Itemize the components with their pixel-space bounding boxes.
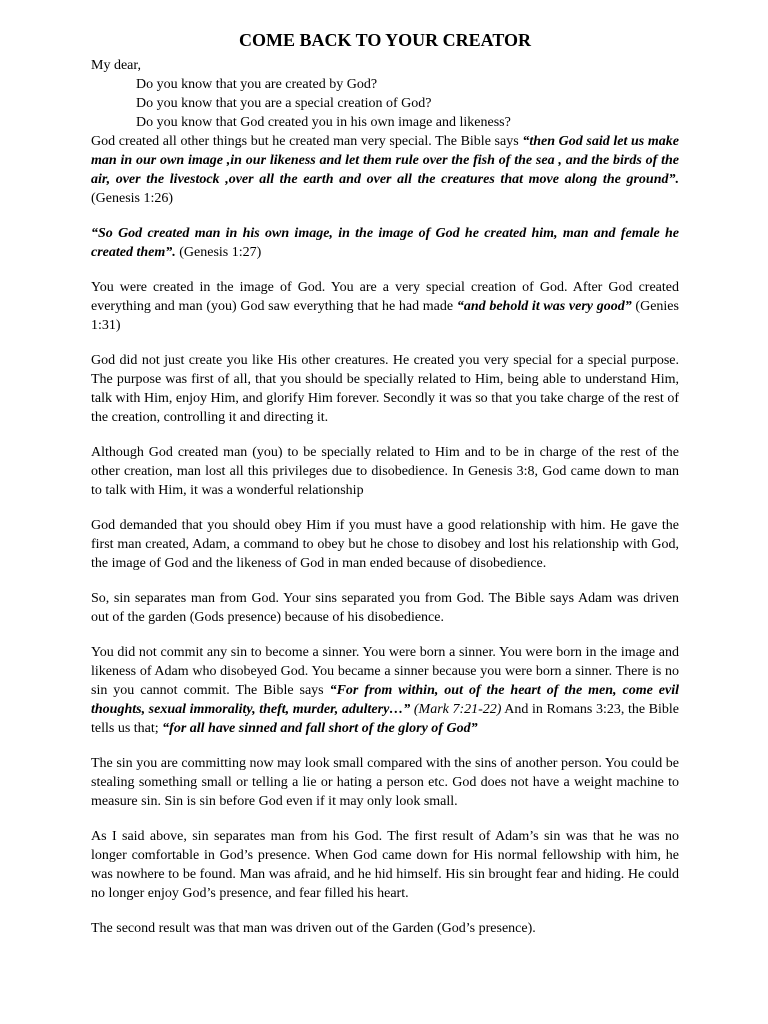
greeting: My dear,	[91, 58, 141, 73]
document-page	[91, 28, 679, 954]
scripture-reference: (Mark 7:21-22)	[410, 702, 502, 717]
scripture-quote: “for all have sinned and fall short of the glory of God”	[162, 721, 478, 736]
paragraph-text: God demanded that you should obey Him if you must have a good relationship with him. He gave the first man created, Adam, a command to obey but he chose to disobey and lost his relationship with God, the image of God and the likeness of God in man ended because of disobedience.	[91, 518, 679, 571]
paragraph-text: (Genesis 1:26)	[91, 191, 174, 206]
paragraph	[91, 516, 679, 573]
document-title: COME BACK TO YOUR CREATOR	[238, 30, 532, 50]
paragraph-text: As I said above, sin separates man from his God. The first result of Adam’s sin was that he was no longer comfortable in God’s presence. When God came down for His normal fellowship with him, he was nowhere to be found. Man was afraid, and he hid himself. His sin brought fear and hiding. He could no longer enjoy God’s presence, and fear filled his heart.	[91, 829, 679, 901]
paragraph	[91, 643, 679, 738]
paragraph-text: God created all other things but he created man very special. The Bible says	[91, 134, 523, 149]
paragraph-text: The sin you are committing now may look small compared with the sins of another person. You could be stealing something small or telling a lie or hating a person etc. God does not have a weight machine to measure sin. Sin is sin before God even if it may only look small.	[91, 756, 679, 809]
paragraph-text: Although God created man (you) to be specially related to Him and to be in charge of the rest of the other creation, man lost all this privileges due to disobedience. In Genesis 3:8, God came down to man to talk with Him, it was a wonderful relationship	[91, 445, 679, 498]
paragraph	[91, 132, 679, 208]
paragraph-text: (Genesis 1:27)	[175, 245, 262, 260]
question-line: Do you know that you are created by God?	[136, 77, 378, 92]
paragraph-text: God did not just create you like His other creatures. He created you very special for a special purpose. The purpose was first of all, that you should be specially related to Him, being able to understand Him, talk with Him, enjoy Him, and glorify Him forever. Secondly it was so that you take charge of the rest of the creation, controlling it and directing it.	[91, 353, 679, 425]
question-line: Do you know that God created you in his own image and likeness?	[136, 115, 511, 130]
scripture-quote: “then God said let us make man in our own image ,in our likeness and let them rule over the fish of the sea , and the birds of the air, over the livestock ,over all the earth and over all the creatures that move along the ground”.	[91, 134, 679, 187]
paragraph	[91, 589, 679, 627]
paragraph-text: You were created in the image of God. You are a very special creation of God. After God created everything and man (you) God saw everything that he had made	[91, 280, 679, 314]
paragraph	[91, 224, 679, 262]
paragraph	[91, 278, 679, 335]
paragraph	[91, 754, 679, 811]
paragraph-text: So, sin separates man from God. Your sins separated you from God. The Bible says Adam was driven out of the garden (Gods presence) because of his disobedience.	[91, 591, 679, 625]
paragraph	[91, 443, 679, 500]
scripture-quote: “and behold it was very good”	[456, 299, 632, 314]
paragraph	[91, 827, 679, 903]
paragraph-text: (Genies 1:31)	[91, 299, 679, 333]
paragraph-text: You did not commit any sin to become a sinner. You were born a sinner. You were born in the image and likeness of Adam who disobeyed God. You became a sinner because you were born a sinner. There is no sin you cannot commit. The Bible says	[91, 645, 679, 698]
question-line: Do you know that you are a special creation of God?	[136, 96, 432, 111]
paragraph-text: And in Romans 3:23, the Bible tells us that;	[91, 702, 679, 736]
paragraph-text: The second result was that man was driven out of the Garden (God’s presence).	[91, 921, 536, 936]
paragraph	[91, 919, 679, 938]
scripture-quote: “So God created man in his own image, in the image of God he created him, man and female he created them”.	[91, 226, 679, 260]
body-text	[91, 132, 679, 938]
paragraph	[91, 351, 679, 427]
scripture-quote: “For from within, out of the heart of the men, come evil thoughts, sexual immorality, theft, murder, adultery…”	[91, 683, 679, 717]
